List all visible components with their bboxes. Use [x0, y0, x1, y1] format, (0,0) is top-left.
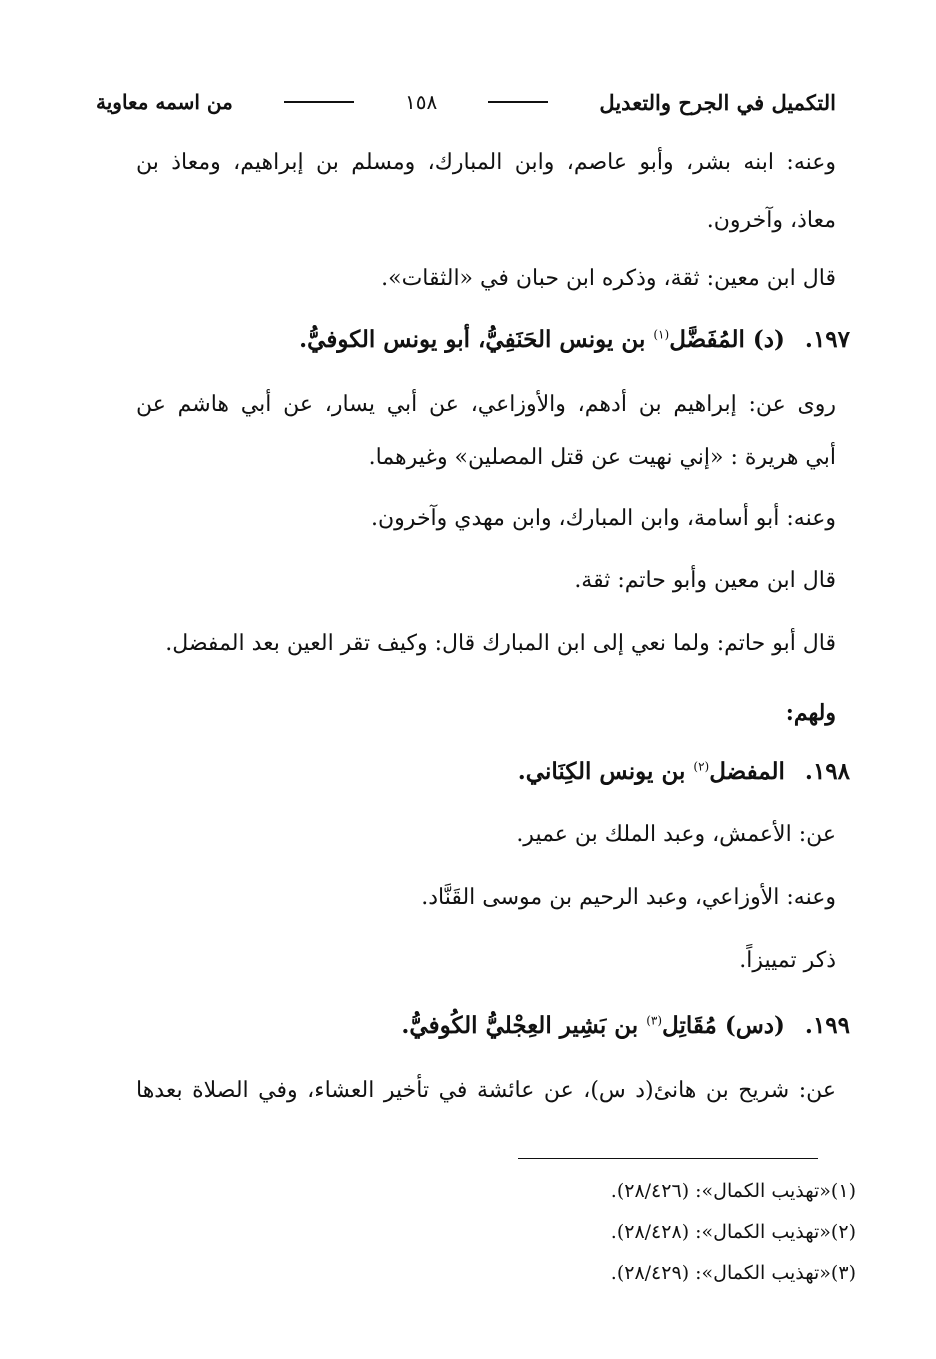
- page-number: ١٥٨: [405, 90, 438, 114]
- footnote-marker: (٢): [693, 759, 710, 774]
- book-title: التكميل في الجرح والتعديل: [599, 89, 836, 115]
- text-line: ذكر تمييزاً.: [739, 948, 836, 973]
- entry-number: ١٩٨.: [804, 758, 850, 785]
- text-line: وعنه: ابنه بشر، وأبو عاصم، وابن المبارك، ومسلم بن إبراهيم، ومعاذ بن: [136, 150, 836, 175]
- text-line: وعنه: الأوزاعي، وعبد الرحيم بن موسى القَنَّاد.: [421, 885, 836, 910]
- footnote-divider: [518, 1158, 818, 1159]
- text-line: معاذ، وآخرون.: [706, 208, 836, 233]
- header-divider: [284, 101, 354, 103]
- footnote-marker: (١): [653, 327, 670, 342]
- text-line: قال ابن معين وأبو حاتم: ثقة.: [574, 568, 836, 593]
- text-line: وعنه: أبو أسامة، وابن المبارك، وابن مهدي وآخرون.: [371, 506, 836, 531]
- text-line: قال أبو حاتم: ولما نعي إلى ابن المبارك قال: وكيف تقر العين بعد المفضل.: [165, 631, 836, 656]
- section-title: من اسمه معاوية: [96, 90, 233, 114]
- entry-name: (دس) مُقَاتِل: [662, 1012, 785, 1039]
- entry-name-rest: بن يونس الحَنَفِيُّ، أبو يونس الكوفيُّ.: [299, 326, 646, 353]
- text-line: روى عن: إبراهيم بن أدهم، والأوزاعي، عن أبي يسار، عن أبي هاشم عن: [136, 392, 836, 417]
- entry-name: المفضل: [709, 758, 785, 785]
- entry-name-rest: بن يونس الكِنَاني.: [517, 758, 686, 785]
- text-line: عن: شريح بن هانئ(د س)، عن عائشة في تأخير العشاء، وفي الصلاة بعدها: [136, 1078, 836, 1103]
- footnote: (٢)«تهذيب الكمال»: (٢٨/٤٢٨).: [610, 1221, 856, 1243]
- text-line: قال ابن معين: ثقة، وذكره ابن حبان في «الثقات».: [381, 266, 836, 291]
- entry-name-rest: بن بَشِير العِجْليُّ الكُوفيُّ.: [401, 1012, 639, 1039]
- running-header: [96, 84, 836, 120]
- text-line: أبي هريرة : «إني نهيت عن قتل المصلين» وغيرهما.: [368, 445, 836, 470]
- entry-number: ١٩٩.: [804, 1012, 850, 1039]
- entry-number: ١٩٧.: [804, 326, 850, 353]
- footnote: (٣)«تهذيب الكمال»: (٢٨/٤٢٩).: [610, 1262, 856, 1284]
- footnote-marker: (٣): [646, 1013, 663, 1028]
- entry-heading: [518, 758, 850, 785]
- text-line: عن: الأعمش، وعبد الملك بن عمير.: [516, 822, 836, 847]
- entry-heading: [401, 1012, 850, 1039]
- entry-heading: [299, 326, 850, 353]
- text-line: ولهم:: [785, 700, 836, 726]
- footnote: (١)«تهذيب الكمال»: (٢٨/٤٢٦).: [610, 1180, 856, 1202]
- entry-name: (د) المُفَضَّل: [669, 326, 785, 353]
- header-divider: [488, 101, 548, 103]
